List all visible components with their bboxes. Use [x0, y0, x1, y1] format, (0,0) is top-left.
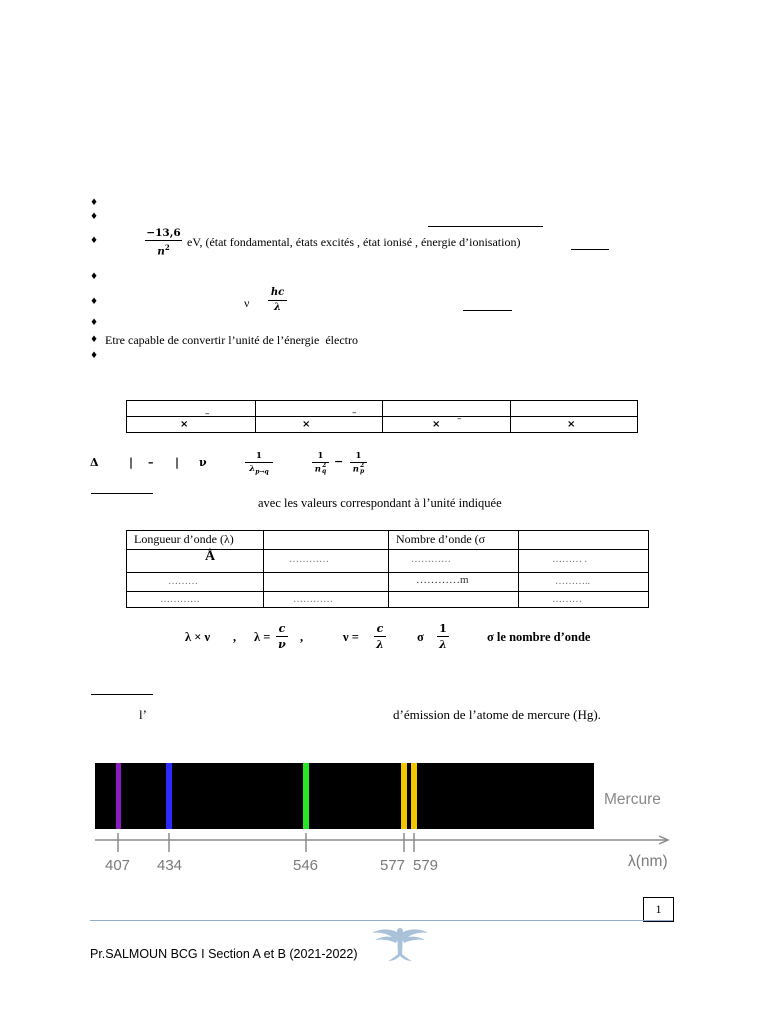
frequency-symbol: ν — [244, 296, 250, 310]
table-mark: × — [432, 419, 441, 430]
n-symbol: n — [314, 464, 321, 475]
fraction-denominator: ν — [278, 638, 286, 651]
nu-equals: ν = — [343, 630, 359, 644]
exercise-instruction: avec les valeurs correspondant à l’unité indiquée — [258, 496, 502, 510]
table-cell: ……… — [127, 573, 264, 592]
fraction-denominator — [315, 463, 326, 476]
minus-symbol: – — [148, 456, 154, 469]
table-cell — [510, 416, 638, 433]
lambda-symbol: λ — [249, 464, 256, 474]
table-header-wavelength: Longueur d’onde (λ) — [127, 531, 264, 550]
bullet-icon: ♦ — [90, 236, 99, 246]
sigma-definition: σ le nombre d’onde — [487, 630, 591, 644]
table-cell — [126, 400, 256, 417]
table-cell — [264, 531, 389, 550]
transition-subscript: p→q — [255, 468, 269, 476]
table-cell — [255, 400, 383, 417]
tick-label: 546 — [293, 857, 319, 874]
table-cell — [389, 592, 519, 608]
logo-icon — [366, 926, 434, 964]
spectrum-intro-left: l’ — [139, 707, 147, 722]
energy-fraction — [145, 226, 182, 259]
mercury-spectrum — [95, 763, 594, 829]
table-cell — [126, 416, 256, 433]
subscript: p — [359, 468, 365, 475]
sigma-symbol: σ — [417, 630, 424, 644]
energy-n: n — [157, 245, 165, 258]
hc-over-lambda-fraction — [268, 285, 287, 315]
fraction-denominator: λ — [439, 638, 447, 651]
spectral-line-434 — [166, 763, 172, 829]
bullet-icon: ♦ — [90, 272, 99, 282]
bullet-icon: ♦ — [90, 212, 99, 222]
page-number: 1 — [643, 897, 674, 922]
abs-bar-right: | — [175, 456, 180, 469]
tick-label: 407 — [105, 857, 131, 874]
bullet-icon: ♦ — [90, 198, 99, 208]
table-cell — [382, 416, 511, 433]
table-mark: × — [302, 419, 311, 430]
subscript: q — [321, 468, 327, 475]
table-mark: – — [457, 414, 462, 424]
table-cell — [255, 416, 383, 433]
table-row — [127, 592, 649, 608]
hc-numerator: hc — [268, 285, 287, 301]
inverse-lambda-fraction — [245, 451, 273, 479]
table-mark: × — [180, 419, 189, 430]
table-cell-unit: Å — [127, 550, 264, 573]
blank-line — [571, 249, 609, 250]
table-row — [127, 550, 649, 573]
table-cell: ……….. — [519, 573, 649, 592]
table-cell: ………… — [264, 592, 389, 608]
axis-label: λ(nm) — [628, 853, 668, 870]
fraction-numerator: 1 — [312, 451, 329, 463]
section-heading-underline — [91, 493, 153, 494]
spectrum-intro-right: d’émission de l’atome de mercure (Hg). — [393, 707, 601, 722]
tick-label: 577 — [380, 857, 406, 874]
table-cell: ……… . — [519, 550, 649, 573]
table-cell — [510, 400, 638, 417]
one-over-lambda-fraction — [437, 621, 449, 652]
table-mark: × — [567, 419, 576, 430]
table-cell: …………m — [389, 573, 519, 592]
tick-label: 434 — [157, 857, 183, 874]
footer-author: Pr.SALMOUN BCG I Section A et B (2021-2022) — [90, 947, 358, 961]
spectral-line-407 — [116, 763, 121, 829]
fraction-numerator: 1 — [245, 451, 273, 463]
c-over-nu-fraction — [276, 621, 288, 652]
energy-text: eV, (état fondamental, états excités , état ionisé , énergie d’ionisation) — [187, 235, 521, 249]
table-cell: ………… — [264, 550, 389, 573]
nu-symbol: ν — [199, 456, 207, 469]
bullet-icon: ♦ — [90, 297, 99, 307]
energy-denominator — [157, 241, 170, 259]
blank-line — [463, 310, 512, 311]
abs-bar-left: | — [129, 456, 134, 469]
inverse-np2-fraction — [350, 451, 367, 476]
fraction-denominator — [249, 463, 268, 479]
lambda-equals: λ = — [254, 630, 271, 644]
table-cell: ………… — [127, 592, 264, 608]
lambda-times-nu: λ × ν — [185, 630, 211, 644]
bullet-icon: ♦ — [90, 335, 99, 345]
table-cell: ……… — [519, 592, 649, 608]
spectrum-label: Mercure — [604, 791, 661, 808]
table-mark: – — [205, 409, 210, 419]
fraction-numerator: c — [374, 621, 386, 637]
table-cell — [264, 573, 389, 592]
fraction-numerator: 1 — [437, 621, 449, 637]
table-row — [127, 531, 649, 550]
notation-table — [126, 400, 638, 433]
energy-exponent: 2 — [164, 243, 170, 252]
fraction-numerator: c — [276, 621, 288, 637]
lambda-denominator: λ — [273, 302, 281, 313]
separator: , — [233, 630, 237, 644]
table-cell — [382, 400, 511, 424]
spectral-line-577 — [401, 763, 407, 829]
spectral-line-579 — [411, 763, 417, 829]
minus-operator: − — [334, 455, 344, 468]
conversion-objective: Etre capable de convertir l’unité de l’énergie électro — [105, 333, 358, 347]
fraction-denominator — [353, 463, 364, 476]
spectral-line-546 — [303, 763, 309, 829]
n-symbol: n — [352, 464, 359, 475]
c-over-lambda-fraction — [374, 621, 386, 652]
bullet-icon: ♦ — [90, 351, 99, 361]
blank-line — [428, 226, 543, 227]
separator: , — [300, 630, 304, 644]
wavelength-axis — [90, 830, 680, 856]
table-mark: – — [352, 408, 357, 418]
table-cell — [519, 531, 649, 550]
table-cell: ………… — [389, 550, 519, 573]
table-header-wavenumber: Nombre d’onde (σ — [389, 531, 519, 550]
delta-symbol: Δ — [90, 456, 99, 469]
exponent: 2 — [359, 462, 365, 469]
table-row — [127, 573, 649, 592]
inverse-nq2-fraction — [312, 451, 329, 476]
footer-rule — [90, 920, 673, 921]
section-heading-underline — [91, 694, 153, 695]
fraction-denominator: λ — [376, 638, 384, 651]
conversion-table — [126, 530, 649, 608]
bullet-icon: ♦ — [90, 318, 99, 328]
energy-numerator: −13,6 — [146, 227, 181, 239]
exponent: 2 — [321, 462, 327, 469]
tick-label: 579 — [413, 857, 439, 874]
fraction-numerator: 1 — [350, 451, 367, 463]
